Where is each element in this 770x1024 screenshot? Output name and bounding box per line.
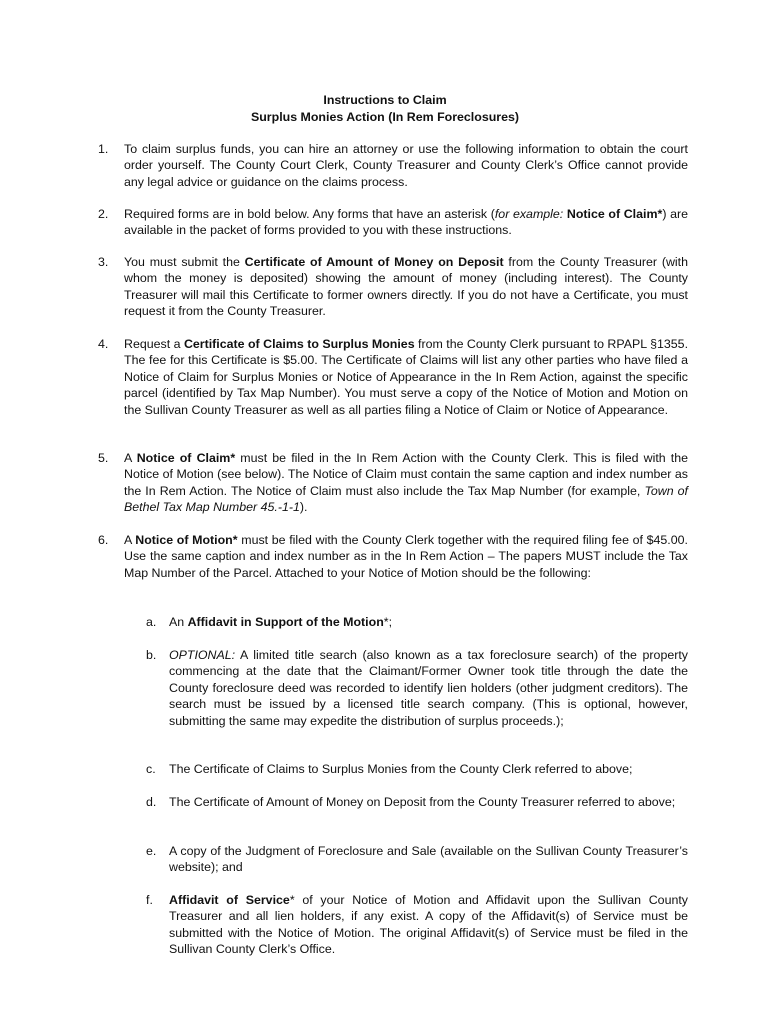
subitem-text: An Affidavit in Support of the Motion*; xyxy=(169,615,393,629)
item-text: Request a Certificate of Claims to Surplus Monies from the County Clerk pursuant to RPAPL §1355. The fee for this Certificate is $5.00. The Certificate of Claims will list any other parties who have filed a Notice of Claim for Surplus Monies or Notice of Appearance in the In Rem Action, against the specific parcel (identified by Tax Map Number). You must serve a copy of the Notice of Motion and Motion on the Sullivan County Treasurer as well as all parties filing a Notice of Claim or Notice of Appearance. xyxy=(124,337,689,417)
attachment-item-b xyxy=(146,647,688,729)
instruction-item-5 xyxy=(98,450,688,516)
title-line-1: Instructions to Claim xyxy=(323,93,447,107)
item-text: You must submit the Certificate of Amount of Money on Deposit from the County Treasurer (with whom the money is deposited) showing the amount of money (including interest). The County Treasurer will mail this Certificate to former owners directly. If you do not have a Certificate, you must request it from the County Treasurer. xyxy=(124,255,688,319)
attachment-item-a xyxy=(146,614,688,630)
attachment-item-d xyxy=(146,794,688,810)
instruction-item-2 xyxy=(98,206,688,239)
item-number: 5. xyxy=(98,451,109,465)
form-name-notice-of-claim: Notice of Claim* xyxy=(136,451,236,465)
item-number: 3. xyxy=(98,255,109,269)
subitem-text: OPTIONAL: A limited title search (also known as a tax foreclosure search) of the property commencing at the date that the Claimant/Former Owner took title through the date the County foreclosure deed was recorded to identify lien holders (other judgment creditors). The search must be issued by a licensed title search company. (This is optional, however, submitting the same may expedite the distribution of surplus proceeds.); xyxy=(169,648,688,728)
item-number: 6. xyxy=(98,533,109,547)
title-line-2: Surplus Monies Action (In Rem Foreclosures) xyxy=(250,110,520,124)
form-name-certificate-of-deposit: Certificate of Amount of Money on Deposit xyxy=(244,255,504,269)
form-name-notice-of-claim: Notice of Claim* xyxy=(563,207,663,221)
item-text: To claim surplus funds, you can hire an attorney or use the following information to obtain the court order yourself. The County Court Clerk, County Treasurer and County Clerk’s Office cannot provide any legal advice or guidance on the claims process. xyxy=(124,142,688,189)
form-name-affidavit-in-support: Affidavit in Support of the Motion xyxy=(187,615,384,629)
optional-label: OPTIONAL: xyxy=(169,648,236,662)
subitem-letter: b. xyxy=(146,648,157,662)
instruction-item-1 xyxy=(98,141,688,190)
example-label: for example: xyxy=(494,207,564,221)
subitem-text: A copy of the Judgment of Foreclosure and Sale (available on the Sullivan County Treasurer’s website); and xyxy=(169,844,688,875)
item-text: A Notice of Motion* must be filed with the County Clerk together with the required filing fee of $45.00. Use the same caption and index number as in the In Rem Action – The papers MUST include the Tax Map Number of the Parcel. Attached to your Notice of Motion should be the following: xyxy=(124,533,688,580)
subitem-text: The Certificate of Claims to Surplus Monies from the County Clerk referred to above; xyxy=(169,762,633,776)
instruction-item-3 xyxy=(98,254,688,320)
form-name-certificate-of-claims: Certificate of Claims to Surplus Monies xyxy=(183,337,415,351)
subitem-letter: e. xyxy=(146,844,157,858)
instruction-item-6 xyxy=(98,532,688,581)
subitem-letter: a. xyxy=(146,615,157,629)
subitem-text: Affidavit of Service* of your Notice of Motion and Affidavit upon the Sullivan County Treasurer and all lien holders, if any exist. A copy of the Affidavit(s) of Service must be submitted with the Notice of Motion. The original Affidavit(s) of Service must be filed in the Sullivan County Clerk’s Office. xyxy=(169,893,688,957)
attachment-item-e xyxy=(146,843,688,876)
item-text: A Notice of Claim* must be filed in the In Rem Action with the County Clerk. This is filed with the Notice of Motion (see below). The Notice of Claim must contain the same caption and index number as the In Rem Action. The Notice of Claim must also include the Tax Map Number (for example, Town of Bethel Tax Map Number 45.-1-1). xyxy=(124,451,689,515)
item-number: 1. xyxy=(98,142,109,156)
subitem-text: The Certificate of Amount of Money on Deposit from the County Treasurer referred to above; xyxy=(169,795,676,809)
document-title xyxy=(0,92,770,126)
form-name-notice-of-motion: Notice of Motion* xyxy=(135,533,238,547)
subitem-letter: f. xyxy=(146,893,153,907)
tax-map-example: Town of Bethel Tax Map Number 45.-1-1 xyxy=(124,483,688,515)
attachment-item-f xyxy=(146,892,688,958)
item-number: 4. xyxy=(98,337,109,351)
attachment-item-c xyxy=(146,761,688,777)
instruction-item-4 xyxy=(98,336,688,418)
item-number: 2. xyxy=(98,207,109,221)
subitem-letter: c. xyxy=(146,762,156,776)
subitem-letter: d. xyxy=(146,795,157,809)
item-text: Required forms are in bold below. Any forms that have an asterisk (for example: Notice of Claim*) are available in the packet of forms provided to you with these instructions. xyxy=(124,207,688,238)
form-name-affidavit-of-service: Affidavit of Service xyxy=(169,893,290,907)
